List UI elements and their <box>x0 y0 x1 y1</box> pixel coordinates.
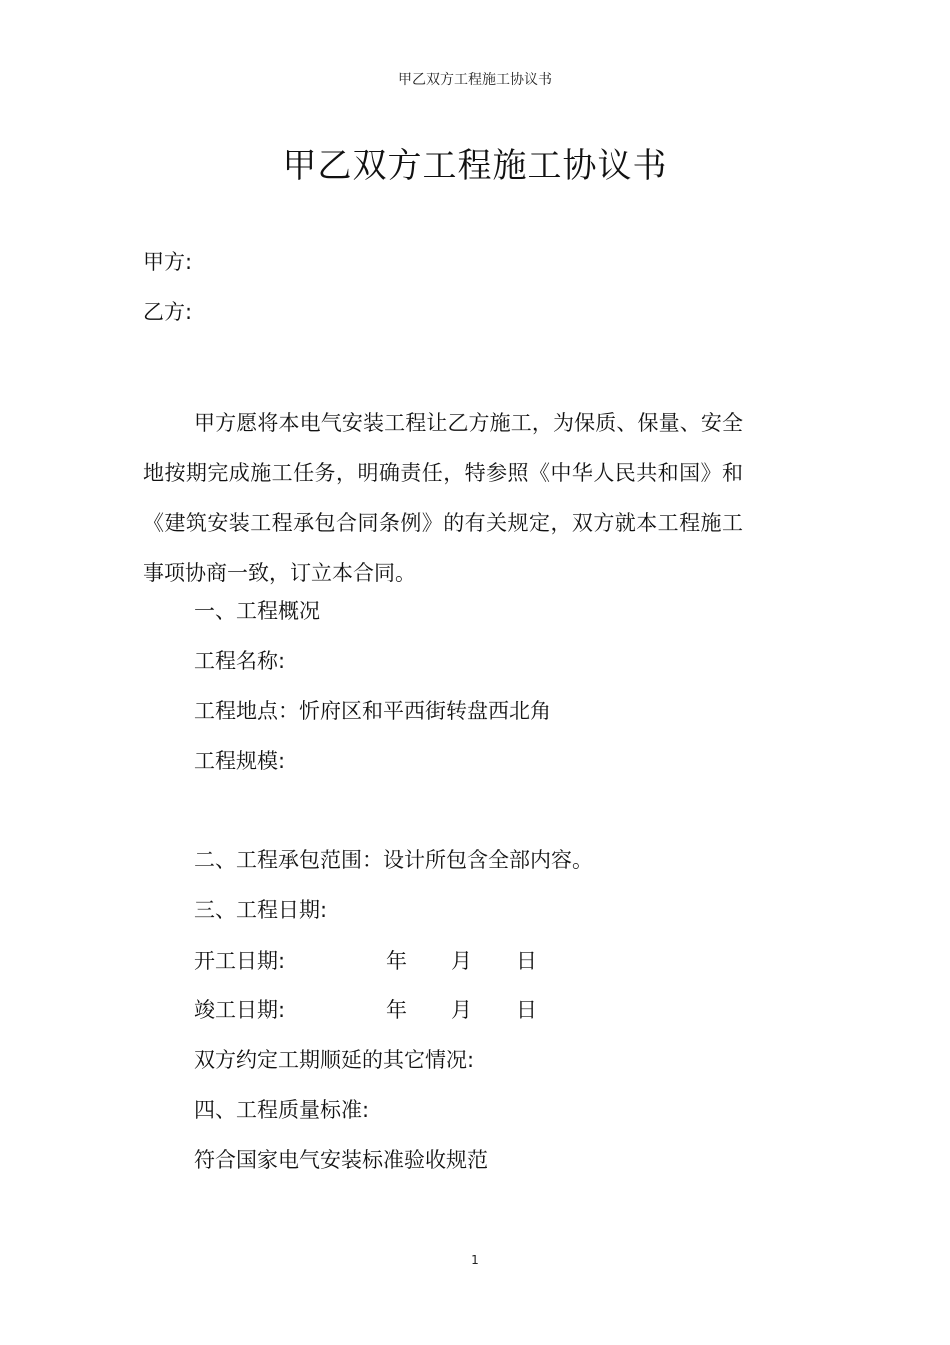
section-3-heading: 三、工程日期: <box>194 898 328 922</box>
start-date-day: 日 <box>516 949 537 973</box>
project-scale-field: 工程规模: <box>194 749 286 773</box>
completion-date-month: 月 <box>451 998 472 1022</box>
section-4-heading: 四、工程质量标准: <box>194 1098 370 1122</box>
project-name-field: 工程名称: <box>194 649 286 673</box>
completion-date-year: 年 <box>386 998 407 1022</box>
start-date-month: 月 <box>451 949 472 973</box>
section-2-scope: 二、工程承包范围：设计所包含全部内容。 <box>194 848 593 872</box>
start-date-label: 开工日期: <box>194 949 286 973</box>
section-1-heading: 一、工程概况 <box>194 599 320 623</box>
extension-note: 双方约定工期顺延的其它情况: <box>194 1048 475 1072</box>
start-date-year: 年 <box>386 949 407 973</box>
quality-standard: 符合国家电气安装标准验收规范 <box>194 1148 488 1172</box>
party-b-label: 乙方: <box>143 300 193 324</box>
project-location-field: 工程地点：忻府区和平西街转盘西北角 <box>194 699 551 723</box>
completion-date-label: 竣工日期: <box>194 998 286 1022</box>
party-a-label: 甲方: <box>143 250 193 274</box>
completion-date-day: 日 <box>516 998 537 1022</box>
page-number: 1 <box>471 1253 479 1267</box>
running-header: 甲乙双方工程施工协议书 <box>398 72 552 88</box>
document-title: 甲乙双方工程施工协议书 <box>282 146 668 186</box>
intro-paragraph: 甲方愿将本电气安装工程让乙方施工，为保质、保量、安全地按期完成施工任务，明确责任，特参照《中华人民共和国》和《建筑安装工程承包合同条例》的有关规定，双方就本工程施工事项协商一致，订立本合同。 <box>143 411 743 585</box>
